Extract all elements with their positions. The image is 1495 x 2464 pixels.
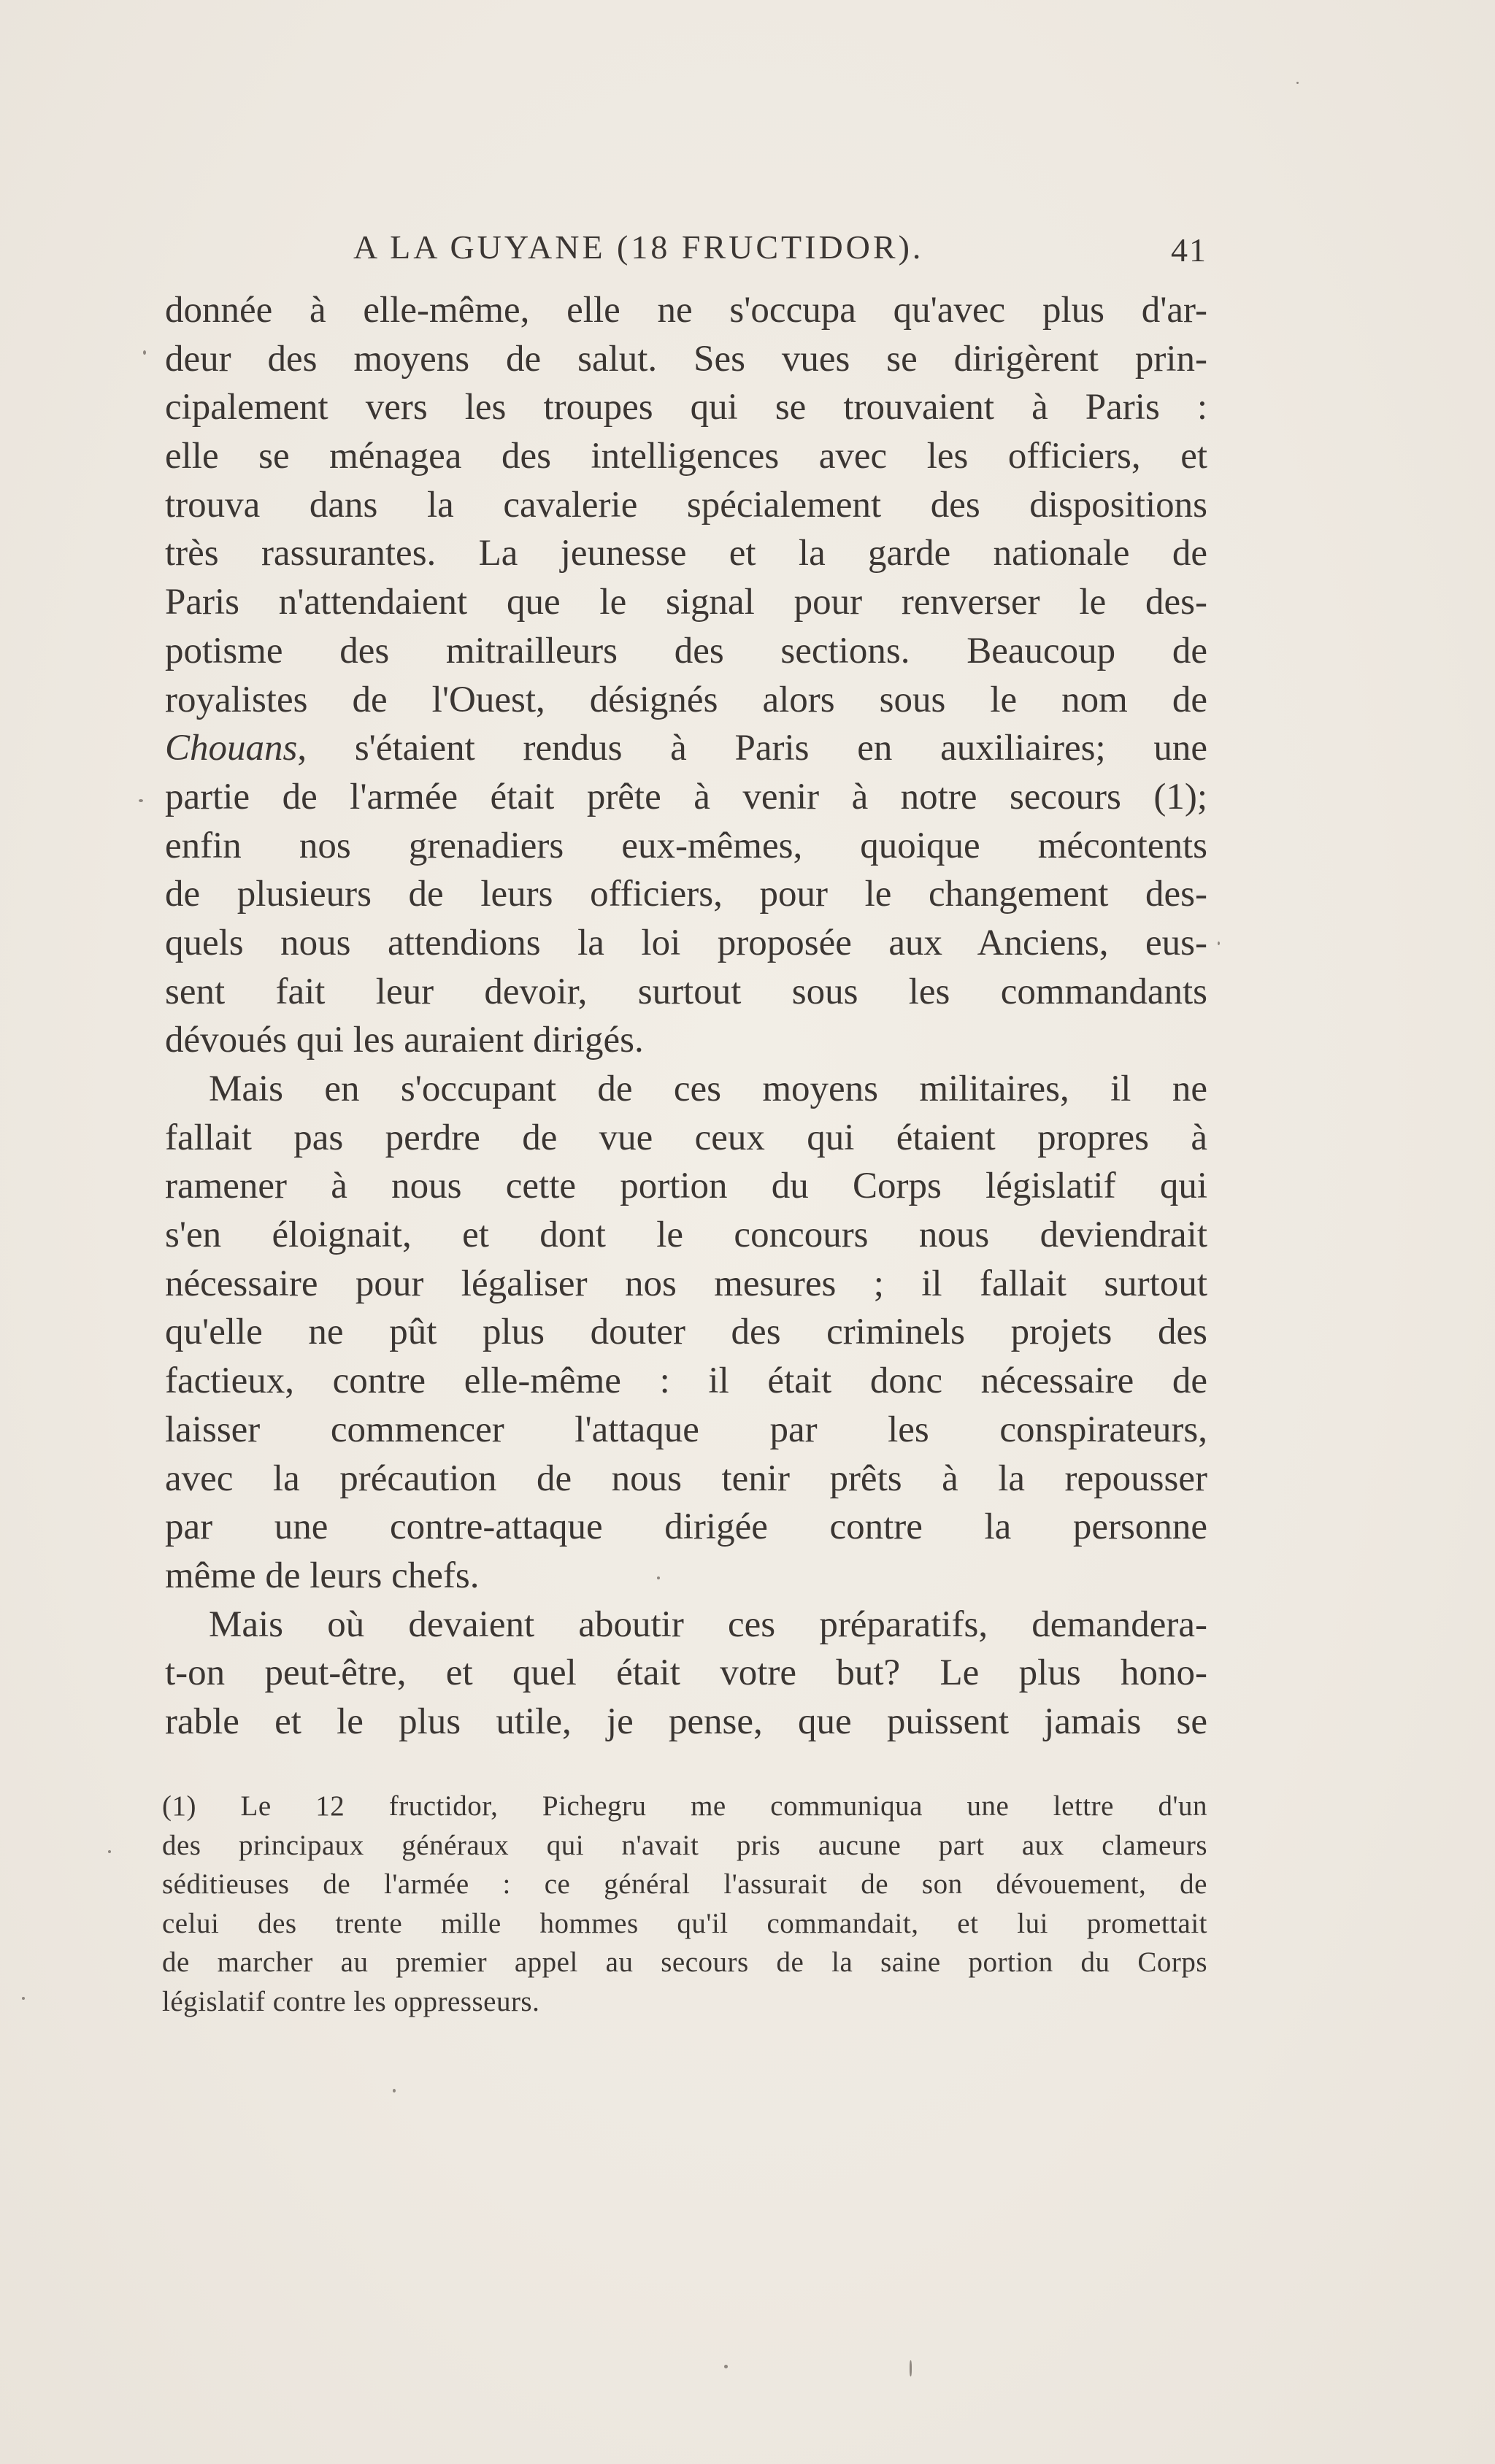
footnote-line: de marcher au premier appel au secours de la saine portion du Corps <box>162 1947 1207 1978</box>
text-line-chouans <box>165 724 1207 773</box>
text-line: quels nous attendions la loi proposée aux Anciens, eus- <box>165 922 1207 963</box>
text-line: sent fait leur devoir, surtout sous les commandants <box>165 971 1207 1012</box>
italic-term: Chouans <box>165 728 298 769</box>
paragraph-start: Mais en s'occupant de ces moyens militaires, il ne <box>209 1069 1207 1109</box>
running-header <box>165 228 1207 272</box>
text-line: fallait pas perdre de vue ceux qui étaient propres à <box>165 1117 1207 1158</box>
paper-speck <box>139 799 143 802</box>
footnote-line: des principaux généraux qui n'avait pris aucune part aux clameurs <box>162 1829 1207 1861</box>
footnote-line: séditieuses de l'armée : ce général l'assurait de son dévouement, de <box>162 1868 1207 1900</box>
text-line: factieux, contre elle-même : il était donc nécessaire de <box>165 1360 1207 1402</box>
text-line: partie de l'armée était prête à venir à notre secours (1); <box>165 776 1207 817</box>
paper-speck <box>108 1850 111 1853</box>
text-line: cipalement vers les troupes qui se trouvaient à Paris : <box>165 387 1207 428</box>
text-line: s'en éloignait, et dont le concours nous deviendrait <box>165 1214 1207 1256</box>
text-line: laisser commencer l'attaque par les conspirateurs, <box>165 1409 1207 1450</box>
paper-speck <box>724 2365 728 2368</box>
footnote-block <box>162 1787 1207 2021</box>
line-remainder: , s'étaient rendus à Paris en auxiliaires; une <box>297 728 1207 769</box>
text-line: deur des moyens de salut. Ses vues se dirigèrent prin- <box>165 338 1207 380</box>
text-line: donnée à elle-même, elle ne s'occupa qu'avec plus d'ar- <box>165 290 1207 331</box>
paper-speck <box>1296 82 1299 84</box>
paragraph-start: Mais où devaient aboutir ces préparatifs, demandera- <box>209 1603 1207 1645</box>
main-text <box>165 286 1207 1747</box>
text-line: rable et le plus utile, je pense, que puissent jamais se <box>165 1701 1207 1742</box>
paper-speck <box>143 350 146 355</box>
text-line: même de leurs chefs. <box>165 1555 480 1596</box>
text-line: qu'elle ne pût plus douter des criminels projets des <box>165 1312 1207 1353</box>
text-line: Paris n'attendaient que le signal pour renverser le des- <box>165 582 1207 623</box>
text-line: dévoués qui les auraient dirigés. <box>165 1020 644 1061</box>
text-line: trouva dans la cavalerie spécialement des dispositions <box>165 484 1207 525</box>
running-title: A LA GUYANE (18 FRUCTIDOR). <box>353 228 924 266</box>
paper-speck <box>393 2089 396 2093</box>
text-line: potisme des mitrailleurs des sections. Beaucoup de <box>165 630 1207 671</box>
footnote-line: législatif contre les oppresseurs. <box>162 1985 540 2017</box>
text-line: nécessaire pour légaliser nos mesures ; il fallait surtout <box>165 1263 1207 1304</box>
text-line: enfin nos grenadiers eux-mêmes, quoique mécontents <box>165 825 1207 866</box>
page-number: 41 <box>1171 231 1207 269</box>
text-line: par une contre-attaque dirigée contre la personne <box>165 1506 1207 1548</box>
paper-speck <box>910 2360 912 2376</box>
text-line: avec la précaution de nous tenir prêts à la repousser <box>165 1458 1207 1499</box>
text-line: elle se ménagea des intelligences avec les officiers, et <box>165 436 1207 477</box>
footnote-line: celui des trente mille hommes qu'il commandait, et lui promettait <box>162 1907 1207 1939</box>
paper-speck <box>22 1997 25 2000</box>
paper-speck <box>657 1576 660 1579</box>
text-line: royalistes de l'Ouest, désignés alors sous le nom de <box>165 679 1207 720</box>
paper-speck <box>1218 942 1220 945</box>
text-line: de plusieurs de leurs officiers, pour le changement des- <box>165 874 1207 915</box>
text-line: très rassurantes. La jeunesse et la garde nationale de <box>165 533 1207 574</box>
text-line: t-on peut-être, et quel était votre but? Le plus hono- <box>165 1652 1207 1694</box>
text-line: ramener à nous cette portion du Corps législatif qui <box>165 1166 1207 1207</box>
footnote-line: (1) Le 12 fructidor, Pichegru me communiqua une lettre d'un <box>162 1790 1207 1822</box>
